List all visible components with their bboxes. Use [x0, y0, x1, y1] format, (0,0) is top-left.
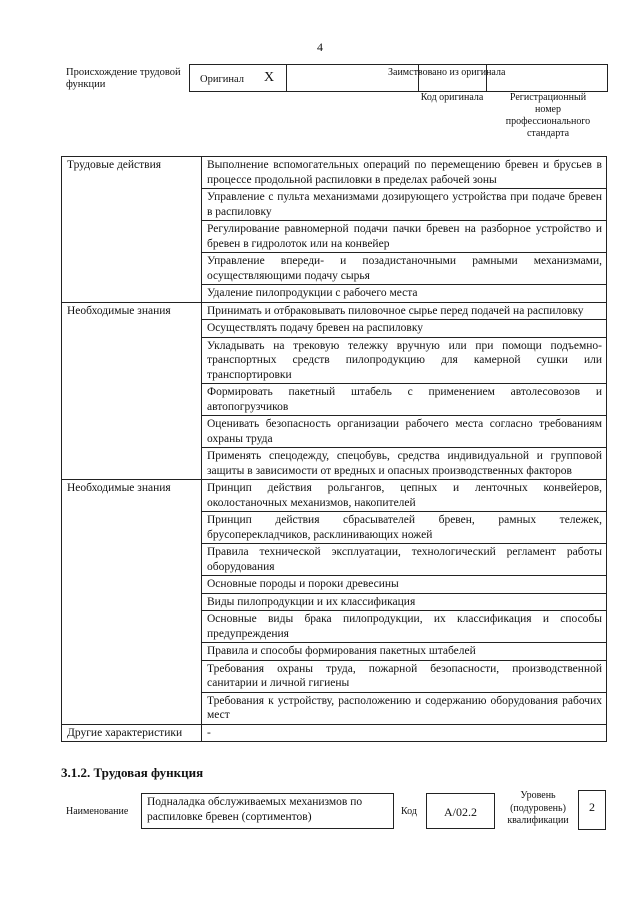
row-item: Выполнение вспомогательных операций по перемещению бревен и брусьев в процессе продольной распиловки в пределах рабочей зоны: [202, 157, 607, 189]
original-mark: X: [264, 70, 275, 85]
name-label: Наименование: [66, 806, 129, 817]
level-label: Уровень (подуровень) квалификации: [507, 790, 569, 826]
table-row: [62, 480, 607, 512]
row-header: Другие характеристики: [62, 724, 202, 742]
code-label: Код: [401, 806, 417, 817]
row-header: Необходимые знания: [62, 480, 202, 725]
section-title: 3.1.2. Трудовая функция: [61, 765, 204, 780]
row-item: Осуществлять подачу бревен на распиловку: [202, 320, 607, 338]
row-item: Применять спецодежду, спецобувь, средства индивидуальной и групповой защиты в зависимости от вредных и опасных производственных факторов: [202, 448, 607, 480]
name-value: Подналадка обслуживаемых механизмов по распиловке бревен (сортиментов): [141, 793, 394, 829]
row-item: Формировать пакетный штабель с применением автолесовозов и автопогрузчиков: [202, 384, 607, 416]
original-cell: [190, 65, 287, 91]
row-item: Принцип действия сбрасывателей бревен, рамных тележек, брусоперекладчиков, расклинивающих ножей: [202, 512, 607, 544]
row-item: Управление с пульта механизмами дозирующего устройства при подаче бревен в распиловку: [202, 189, 607, 221]
level-value: 2: [578, 790, 606, 830]
labor-function-table: [61, 156, 607, 742]
row-item: Принцип действия рольгангов, цепных и ленточных конвейеров, околостаночных механизмов, накопителей: [202, 480, 607, 512]
row-header: Трудовые действия: [62, 157, 202, 303]
row-item: Укладывать на трековую тележку вручную или при помощи подъемно-транспортных средств пилопродукцию для камерной сушки или транспортировки: [202, 337, 607, 384]
code-original-cell: [418, 65, 487, 91]
row-item: Принимать и отбраковывать пиловочное сырье перед подачей на распиловку: [202, 302, 607, 320]
row-item: Удаление пилопродукции с рабочего места: [202, 285, 607, 303]
row-item: Требования к устройству, расположению и содержанию оборудования рабочих мест: [202, 692, 607, 724]
row-item: Основные породы и пороки древесины: [202, 576, 607, 594]
origin-label: Происхождение трудовой функции: [66, 67, 181, 90]
origin-box: [189, 64, 608, 92]
reg-number-caption: Регистрационный номер профессионального стандарта: [505, 92, 591, 139]
row-item: Управление впереди- и позадистаночными рамными механизмами, осуществляющими подачу сырья: [202, 253, 607, 285]
borrowed-cell: [286, 65, 506, 91]
code-value: A/02.2: [426, 793, 495, 829]
original-label: Оригинал: [200, 74, 244, 85]
table-row: [62, 724, 607, 742]
borrowed-label: Заимствовано из оригинала: [388, 67, 506, 78]
table-row: [62, 157, 607, 189]
row-item: Регулирование равномерной подачи пачки бревен на разборное устройство и бревен в гидролоток или на конвейер: [202, 221, 607, 253]
row-item: -: [202, 724, 607, 742]
row-header: Необходимые знания: [62, 302, 202, 480]
row-item: Правила и способы формирования пакетных штабелей: [202, 643, 607, 661]
row-item: Правила технической эксплуатации, технологический регламент работы оборудования: [202, 544, 607, 576]
page-number: 4: [317, 40, 323, 54]
row-item: Виды пилопродукции и их классификация: [202, 593, 607, 611]
row-item: Оценивать безопасность организации рабочего места согласно требованиям охраны труда: [202, 416, 607, 448]
code-original-caption: Код оригинала: [420, 92, 484, 103]
row-item: Основные виды брака пилопродукции, их классификация и способы предупреждения: [202, 611, 607, 643]
table-row: [62, 302, 607, 320]
row-item: Требования охраны труда, пожарной безопасности, производственной санитарии и личной гигиены: [202, 660, 607, 692]
